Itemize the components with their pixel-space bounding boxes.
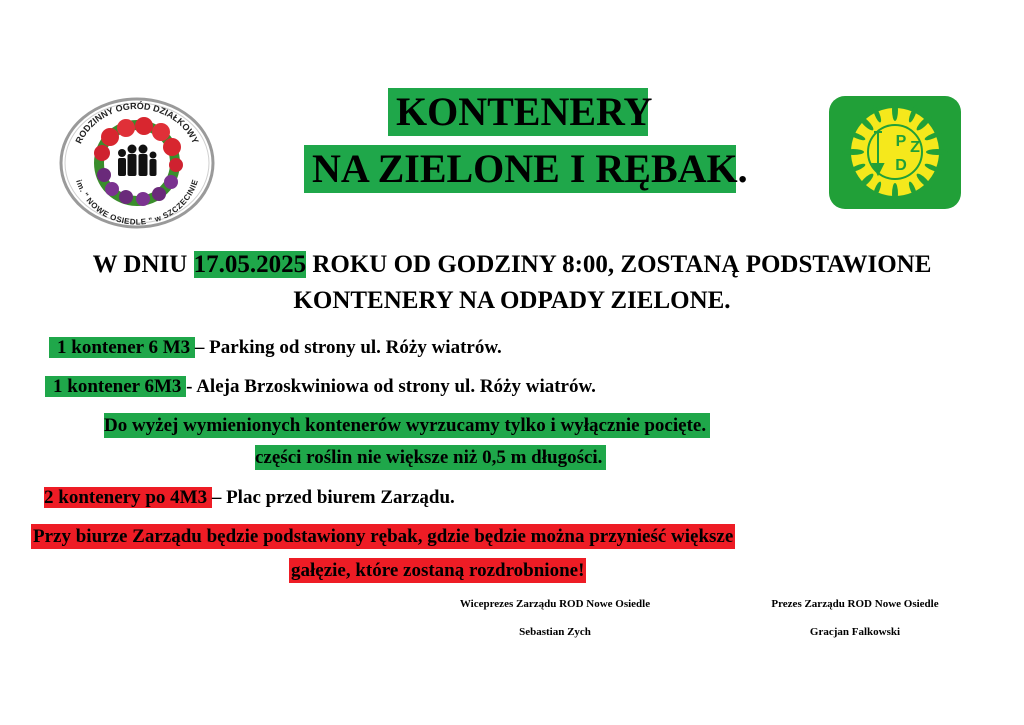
container-item-1 — [49, 335, 502, 360]
headline-prefix: W DNIU — [92, 251, 194, 278]
container-item-2-text: - Aleja Brzoskwiniowa od strony ul. Róży wiatrów. — [186, 376, 596, 397]
warning-line-2: gałęzie, które zostaną rozdrobnione! — [291, 560, 585, 581]
signature-left-name: Sebastian Zych — [519, 626, 591, 638]
container-item-2-highlight: 1 kontener 6M3 — [45, 376, 186, 397]
headline-line-1 — [0, 248, 1024, 282]
container-item-2 — [45, 374, 596, 399]
notice-line-1: Do wyżej wymienionych kontenerów wyrzucamy tylko i wyłącznie pocięte. — [104, 413, 710, 438]
title-line-1: KONTENERY — [388, 88, 648, 136]
pzd-letter-d: D — [895, 157, 907, 174]
notice-line-2: części roślin nie większe niż 0,5 m długości. — [255, 445, 606, 470]
pzd-logo — [829, 96, 961, 209]
headline-suffix: ROKU OD GODZINY 8:00, ZOSTANĄ PODSTAWIONE — [306, 251, 932, 278]
container-item-3-highlight: 2 kontenery po 4M3 — [44, 487, 212, 508]
event-date: 17.05.2025 — [193, 251, 307, 278]
signature-right-name: Gracjan Falkowski — [809, 626, 901, 638]
warning-line-1: Przy biurze Zarządu będzie podstawiony rębak, gdzie będzie można przynieść większe — [33, 526, 734, 547]
title-line-2: NA ZIELONE I RĘBAK. — [304, 145, 736, 193]
rod-logo — [58, 95, 216, 231]
rod-logo-top-text: RODZINNY OGRÓD DZIAŁKOWY — [73, 100, 201, 146]
container-item-3 — [44, 485, 455, 510]
signature-left-role: Wiceprezes Zarządu ROD Nowe Osiedle — [459, 598, 651, 610]
container-item-1-highlight: 1 kontener 6 M3 — [49, 337, 195, 358]
pzd-letter-z: Z — [910, 139, 920, 156]
container-item-1-text: – Parking od strony ul. Róży wiatrów. — [194, 337, 502, 358]
pzd-letter-p: P — [895, 133, 907, 150]
rod-logo-bottom-text: im. " NOWE OSIEDLE " w SZCZECINIE — [74, 178, 200, 227]
signature-right-role: Prezes Zarządu ROD Nowe Osiedle — [771, 598, 939, 610]
headline-line-2: KONTENERY NA ODPADY ZIELONE. — [293, 287, 731, 314]
container-item-3-text: – Plac przed biurem Zarządu. — [211, 487, 455, 508]
